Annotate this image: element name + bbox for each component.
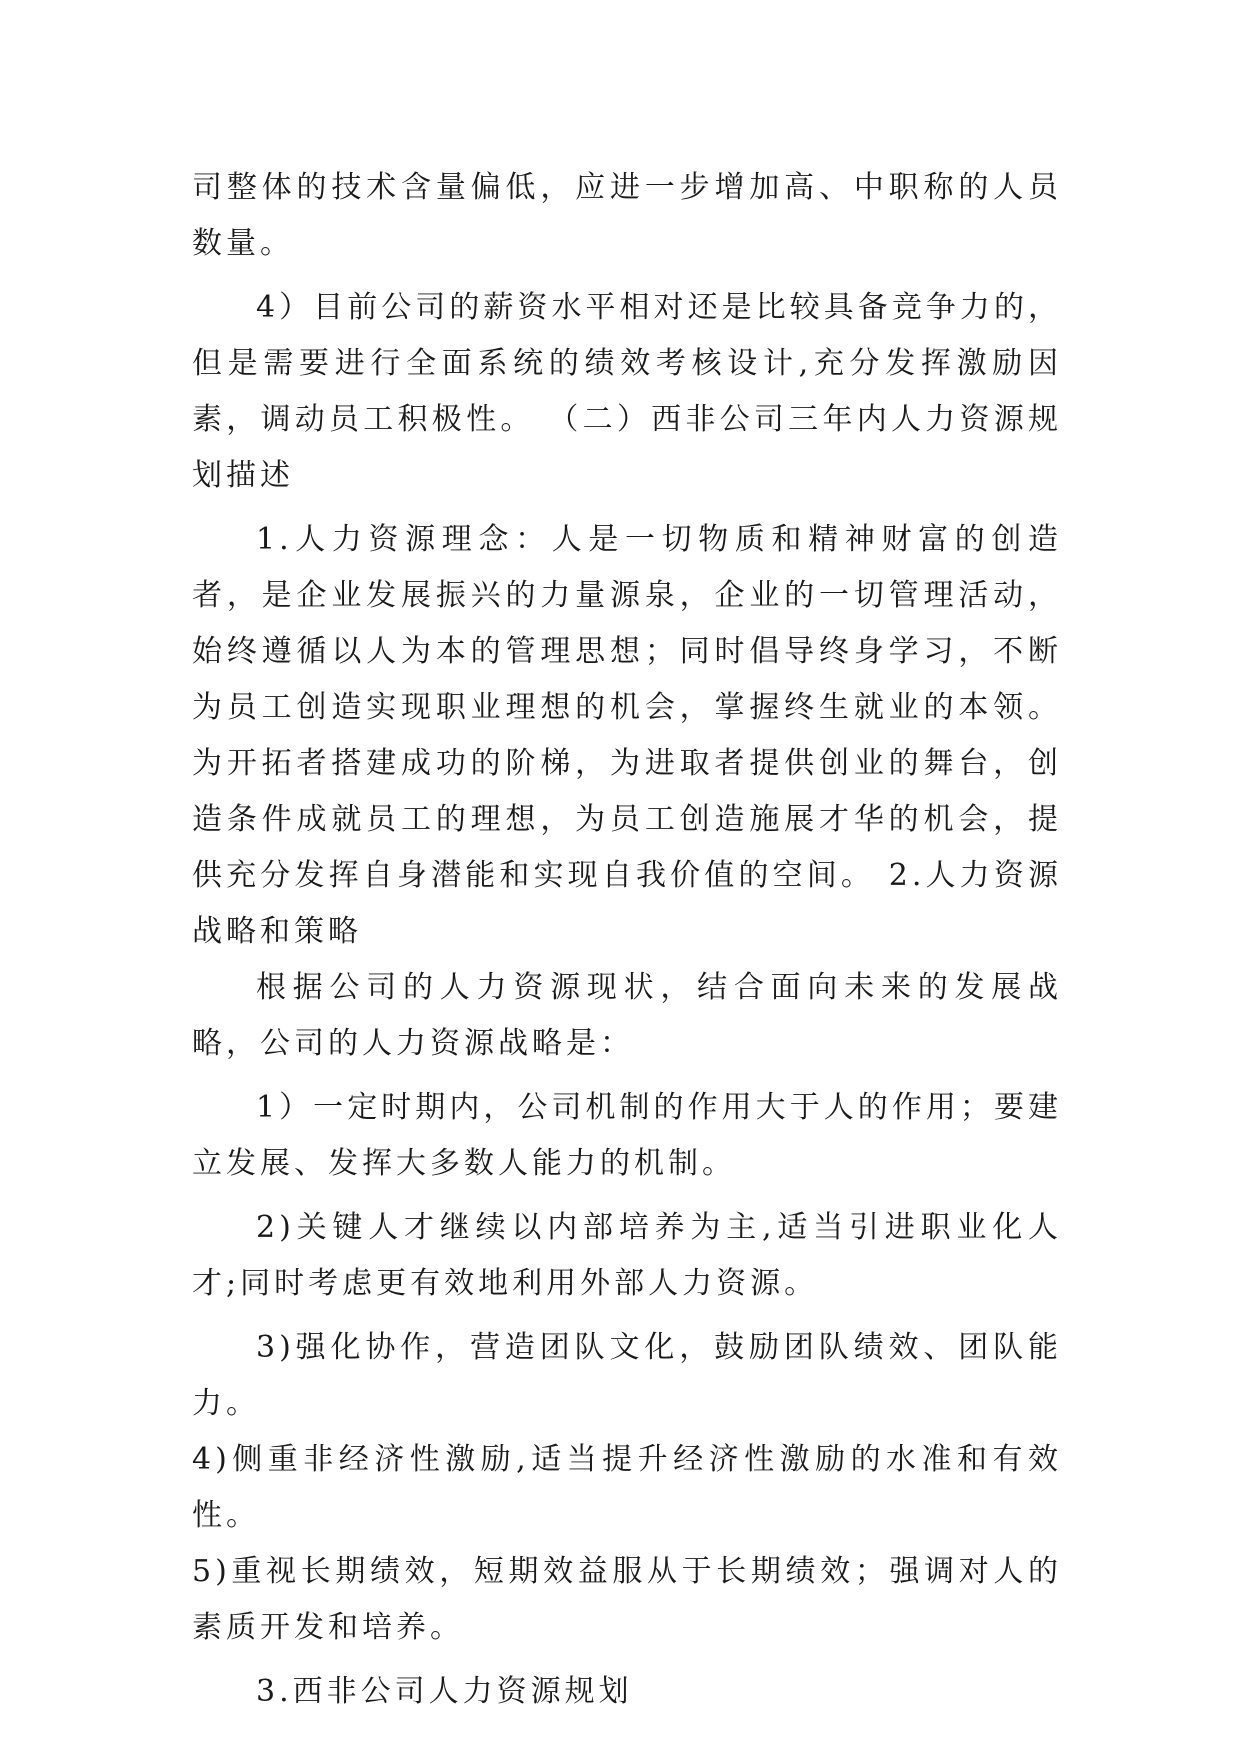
paragraph-6: 2)关键人才继续以内部培养为主,适当引进职业化人才;同时考虑更有效地利用外部人力资源。 xyxy=(192,1210,1062,1301)
paragraph-4: 根据公司的人力资源现状，结合面向未来的发展战略，公司的人力资源战略是： xyxy=(192,970,1062,1061)
paragraph-9: 5)重视长期绩效，短期效益服从于长期绩效；强调对人的素质开发和培养。 xyxy=(192,1554,1062,1645)
paragraph-7: 3)强化协作，营造团队文化，鼓励团队绩效、团队能力。 xyxy=(192,1330,1062,1421)
paragraph-1: 司整体的技术含量偏低，应进一步增加高、中职称的人员数量。 xyxy=(192,170,1062,261)
paragraph-2: 4）目前公司的薪资水平相对还是比较具备竞争力的，但是需要进行全面系统的绩效考核设计,充分发挥激励因素，调动员工积极性。 （二）西非公司三年内人力资源规划描述 xyxy=(192,290,1062,493)
paragraph-8: 4)侧重非经济性激励,适当提升经济性激励的水准和有效性。 xyxy=(192,1442,1062,1533)
paragraph-5: 1）一定时期内，公司机制的作用大于人的作用；要建立发展、发挥大多数人能力的机制。 xyxy=(192,1090,1062,1181)
paragraph-10: 3.西非公司人力资源规划 xyxy=(256,1674,633,1709)
document-body xyxy=(192,160,1062,1720)
paragraph-3: 1.人力资源理念：人是一切物质和精神财富的创造者，是企业发展振兴的力量源泉，企业的一切管理活动，始终遵循以人为本的管理思想；同时倡导终身学习，不断为员工创造实现职业理想的机会，掌握终生就业的本领。为开拓者搭建成功的阶梯，为进取者提供创业的舞台，创造条件成就员工的理想，为员工创造施展才华的机会，提供充分发挥自身潜能和实现自我价值的空间。 2.人力资源战略和策略 xyxy=(192,522,1062,949)
